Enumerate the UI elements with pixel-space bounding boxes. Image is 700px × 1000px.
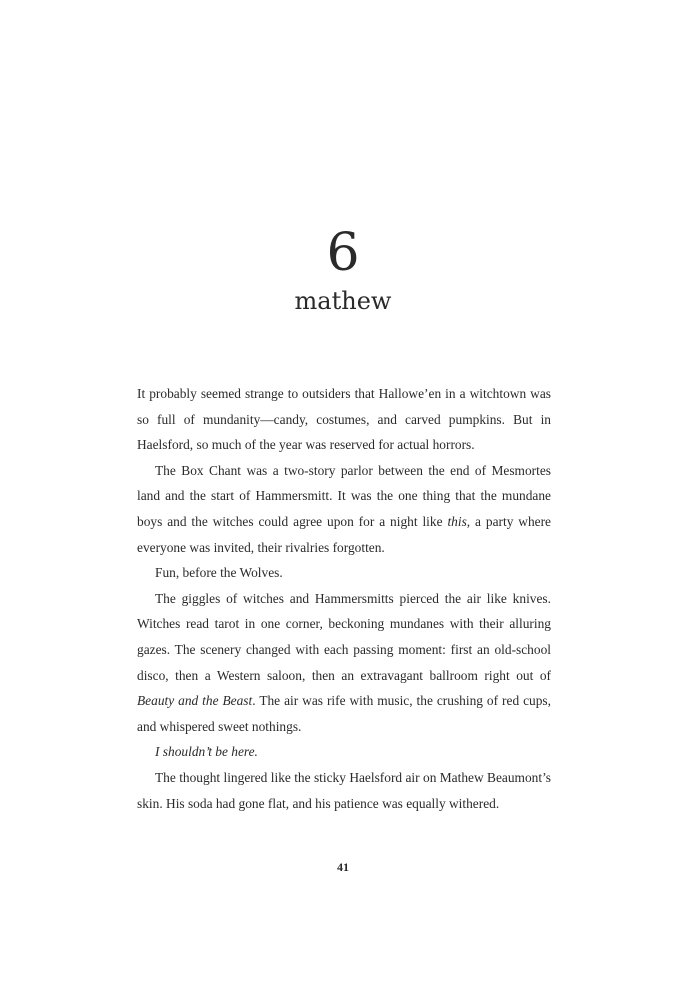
paragraph-2-text-a: The Box Chant was a two-story parlor between the end of Mesmortes land and the start of Hammersmitt. It was the one thing that the mundane boys and the witches could agree upon for a night like: [137, 462, 551, 529]
paragraph-4-emphasis: Beauty and the Beast: [137, 693, 253, 709]
chapter-body: [137, 381, 551, 816]
paragraph-2-text-b: , a party where everyone was invited, their rivalries forgotten.: [137, 513, 552, 555]
paragraph-4-text-a: The giggles of witches and Hammersmitts pierced the air like knives. Witches read tarot in one corner, beckoning mundanes with their alluring gazes. The scenery changed with each passing moment: first an old-school disco, then a Western saloon, then an extravagant ballroom right out of: [137, 590, 551, 683]
paragraph-1: It probably seemed strange to outsiders that Hallowe’en in a witchtown was so full of mundanity—candy, costumes, and carved pumpkins. But in Haelsford, so much of the year was reserved for actual horrors.: [137, 386, 551, 453]
chapter-title: mathew: [294, 287, 392, 315]
paragraph-5: [137, 739, 551, 765]
page-number: 41: [337, 860, 349, 874]
paragraph-5-emphasis: I shouldn’t be here.: [155, 744, 258, 760]
paragraph-3: Fun, before the Wolves.: [155, 565, 283, 581]
paragraph-2-emphasis: this: [447, 513, 467, 529]
paragraph-6: The thought lingered like the sticky Haelsford air on Mathew Beaumont’s skin. His soda had gone flat, and his patience was equally withered.: [137, 769, 551, 811]
chapter-number: 6: [326, 223, 360, 283]
paragraph-4-text-b: . The air was rife with music, the crushing of red cups, and whispered sweet nothings.: [137, 693, 551, 734]
paragraph-4: [137, 586, 551, 740]
paragraph-2: [137, 458, 551, 560]
